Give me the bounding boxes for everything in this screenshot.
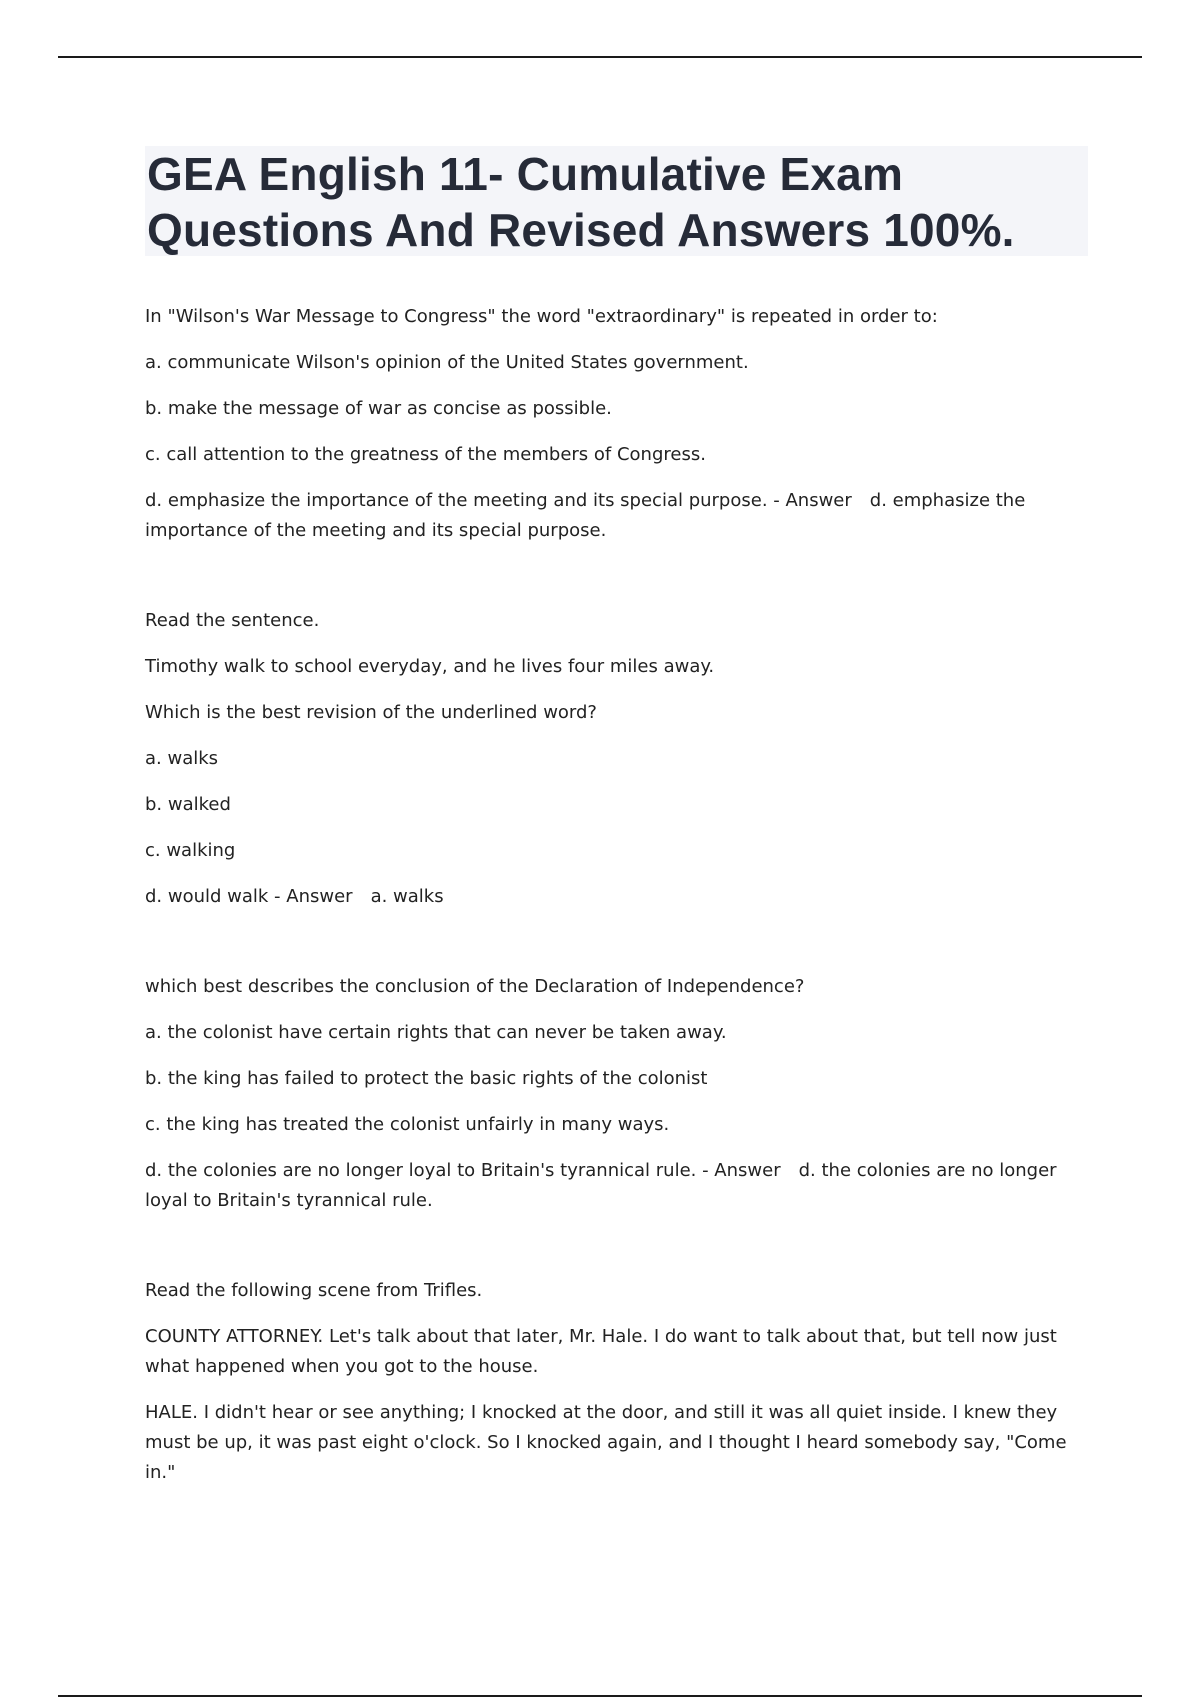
option-d: d. would walk - Answer: [145, 886, 353, 907]
title-block: [145, 146, 1088, 256]
option-d-with-answer: [145, 1156, 1090, 1216]
answer-text: d. the colonies are no longer loyal to Britain's tyrannical rule.: [145, 1160, 1057, 1211]
answer-text: d. emphasize the importance of the meeting and its special purpose.: [145, 490, 1026, 541]
document-body: [145, 302, 1090, 1488]
question-prompt: Which is the best revision of the underlined word?: [145, 702, 597, 723]
question-sentence: Timothy walk to school everyday, and he lives four miles away.: [145, 656, 715, 677]
answer-text: a. walks: [370, 886, 444, 907]
option-c: c. walking: [145, 840, 236, 861]
bottom-rule: [58, 1695, 1142, 1697]
option-b: b. walked: [145, 794, 231, 815]
question-1: [145, 302, 1090, 546]
option-a: a. walks: [145, 748, 219, 769]
title-line-2: Questions And Revised Answers 100%.: [147, 204, 1015, 256]
question-3: [145, 972, 1090, 1216]
question-prompt: In "Wilson's War Message to Congress" the word "extraordinary" is repeated in order to:: [145, 306, 938, 327]
option-d-with-answer: [145, 882, 1090, 912]
option-c: c. call attention to the greatness of the members of Congress.: [145, 444, 706, 465]
question-intro: Read the following scene from Trifles.: [145, 1280, 483, 1301]
question-prompt: which best describes the conclusion of the Declaration of Independence?: [145, 976, 805, 997]
option-d-with-answer: [145, 486, 1090, 546]
question-4: [145, 1276, 1090, 1488]
option-d: d. the colonies are no longer loyal to Britain's tyrannical rule. - Answer: [145, 1160, 781, 1181]
option-a: a. communicate Wilson's opinion of the United States government.: [145, 352, 749, 373]
option-a: a. the colonist have certain rights that can never be taken away.: [145, 1022, 727, 1043]
question-intro: Read the sentence.: [145, 610, 320, 631]
option-c: c. the king has treated the colonist unfairly in many ways.: [145, 1114, 670, 1135]
question-2: [145, 606, 1090, 912]
option-b: b. make the message of war as concise as possible.: [145, 398, 612, 419]
top-rule: [58, 56, 1142, 58]
scene-line-county-attorney: COUNTY ATTORNEY. Let's talk about that later, Mr. Hale. I do want to talk about that, but tell now just what happened when you got to the house.: [145, 1326, 1057, 1377]
document-title: [145, 146, 1088, 258]
option-b: b. the king has failed to protect the basic rights of the colonist: [145, 1068, 708, 1089]
scene-line-hale: HALE. I didn't hear or see anything; I knocked at the door, and still it was all quiet inside. I knew they must be up, it was past eight o'clock. So I knocked again, and I thought I heard somebody say, "Come in.": [145, 1402, 1067, 1483]
option-d: d. emphasize the importance of the meeting and its special purpose. - Answer: [145, 490, 852, 511]
title-line-1: GEA English 11- Cumulative Exam: [147, 148, 904, 200]
